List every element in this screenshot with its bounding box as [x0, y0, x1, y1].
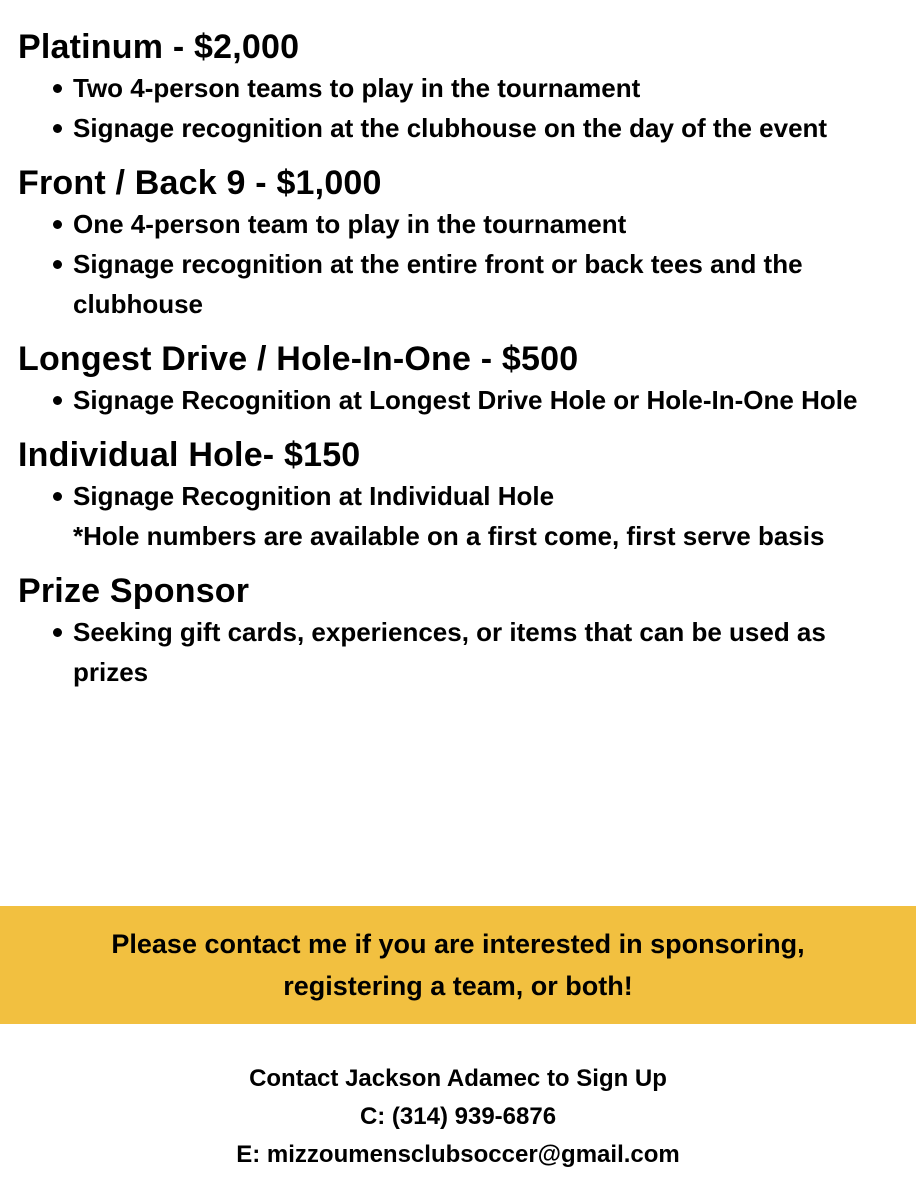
benefit-text: One 4-person team to play in the tournament — [73, 209, 627, 239]
benefit-text: Signage recognition at the clubhouse on the day of the event — [73, 113, 828, 143]
bullet-icon — [53, 124, 62, 133]
sponsorship-tiers — [18, 26, 898, 706]
benefit-text: Signage Recognition at Longest Drive Hole or Hole-In-One Hole — [73, 385, 858, 415]
benefit-text: Two 4-person teams to play in the tournament — [73, 73, 641, 103]
benefit-text: Seeking gift cards, experiences, or items that can be used as prizes — [73, 617, 826, 687]
call-to-action-text: Please contact me if you are interested in sponsoring, registering a team, or both! — [111, 929, 805, 1001]
bullet-icon — [53, 396, 62, 405]
benefit-list — [18, 68, 898, 148]
tier-title: Platinum - $2,000 — [18, 28, 300, 66]
tier-platinum — [18, 26, 898, 148]
tier-front-back-9 — [18, 162, 898, 324]
tier-title: Front / Back 9 - $1,000 — [18, 164, 382, 202]
tier-title: Longest Drive / Hole-In-One - $500 — [18, 340, 579, 378]
benefit-note: *Hole numbers are available on a first come, first serve basis — [73, 521, 825, 551]
contact-info — [0, 1060, 916, 1174]
benefit-list — [18, 380, 898, 420]
benefit-text: Signage recognition at the entire front or back tees and the clubhouse — [73, 249, 803, 319]
benefit-list — [18, 612, 898, 692]
tier-individual-hole — [18, 434, 898, 556]
contact-email: E: mizzoumensclubsoccer@gmail.com — [236, 1141, 680, 1168]
bullet-icon — [53, 84, 62, 93]
benefit-item — [18, 108, 898, 148]
bullet-icon — [53, 628, 62, 637]
benefit-list — [18, 476, 898, 556]
benefit-item — [18, 244, 898, 324]
bullet-icon — [53, 220, 62, 229]
benefit-item — [18, 612, 898, 692]
tier-title: Prize Sponsor — [18, 572, 250, 610]
benefit-list — [18, 204, 898, 324]
tier-longest-drive — [18, 338, 898, 420]
benefit-item — [18, 380, 898, 420]
tier-prize-sponsor — [18, 570, 898, 692]
bullet-icon — [53, 492, 62, 501]
benefit-text: Signage Recognition at Individual Hole — [73, 481, 555, 511]
tier-title: Individual Hole- $150 — [18, 436, 361, 474]
call-to-action-banner — [0, 906, 916, 1024]
benefit-item — [18, 476, 898, 556]
contact-phone: C: (314) 939-6876 — [359, 1103, 557, 1130]
benefit-item — [18, 68, 898, 108]
bullet-icon — [53, 260, 62, 269]
benefit-item — [18, 204, 898, 244]
contact-heading: Contact Jackson Adamec to Sign Up — [249, 1065, 667, 1092]
